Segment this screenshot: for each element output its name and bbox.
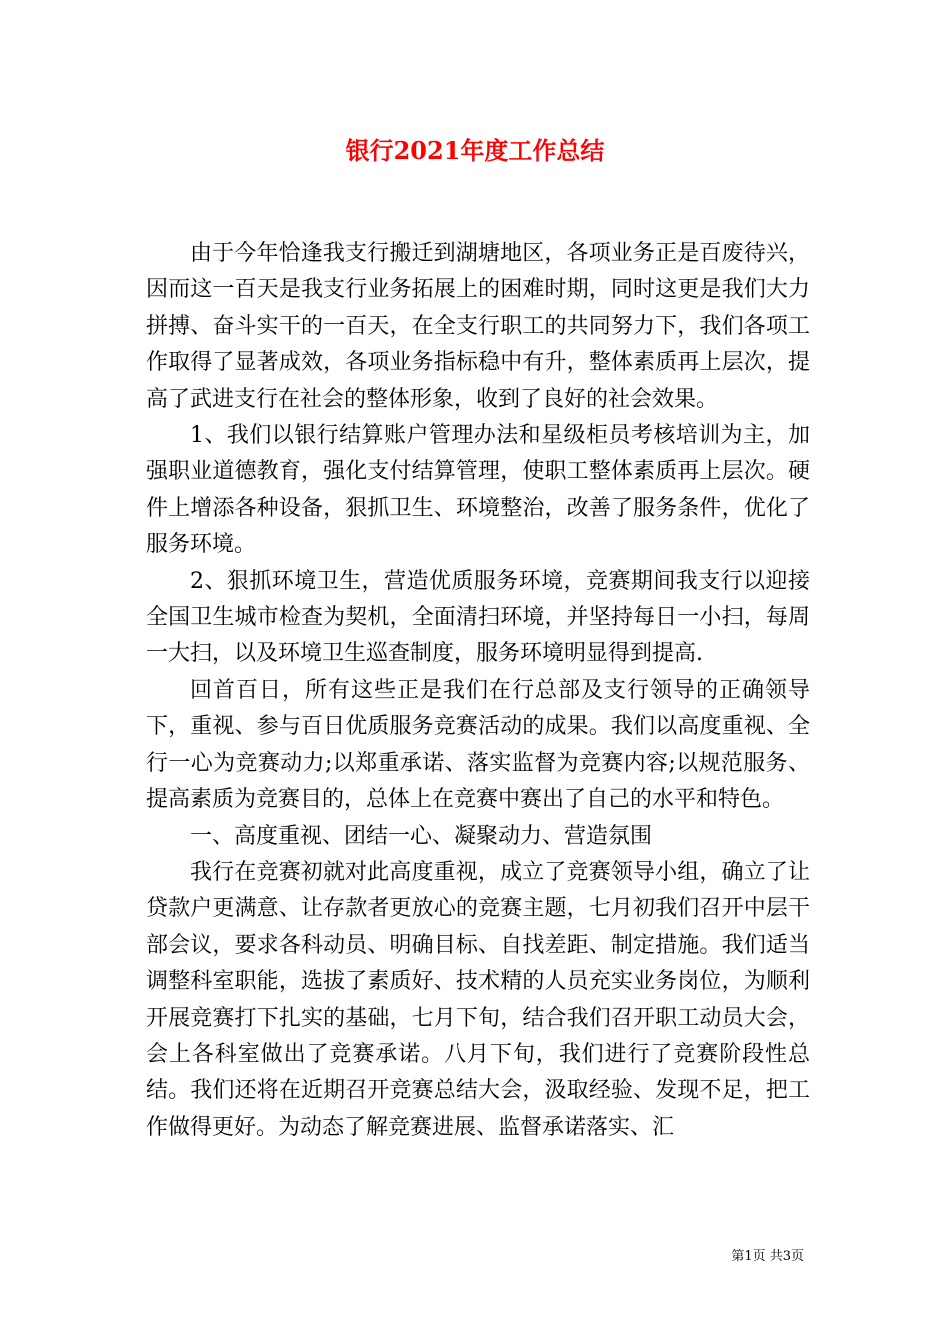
paragraph-item-1: 1、我们以银行结算账户管理办法和星级柜员考核培训为主，加强职业道德教育，强化支付结算管理，使职工整体素质再上层次。硬件上增添各种设备，狠抓卫生、环境整治，改善了服务条件，优化了服务环境。 [146,423,810,558]
paragraph-intro: 由于今年恰逢我支行搬迁到湖塘地区，各项业务正是百废待兴，因而这一百天是我支行业务拓展上的困难时期，同时这更是我们大力拼搏、奋斗实干的一百天，在全支行职工的共同努力下，我们各项工作取得了显著成效，各项业务指标稳中有升，整体素质再上层次，提高了武进支行在社会的整体形象，收到了良好的社会效果。 [146,241,810,412]
section-heading-1: 一、高度重视、团结一心、凝聚动力、营造氛围 [190,823,653,849]
paragraph-review: 回首百日，所有这些正是我们在行总部及支行领导的正确领导下，重视、参与百日优质服务竞赛活动的成果。我们以高度重视、全行一心为竞赛动力;以郑重承诺、落实监督为竞赛内容;以规范服务、提高素质为竞赛目的，总体上在竞赛中赛出了自己的水平和特色。 [146,677,810,813]
paragraph-item-2: 2、狠抓环境卫生，营造优质服务环境，竞赛期间我支行以迎接全国卫生城市检查为契机，全面清扫环境，并坚持每日一小扫，每周一大扫，以及环境卫生巡查制度，服务环境明显得到提高. [146,568,810,667]
document-title: 银行2021年度工作总结 [345,136,605,165]
document-body [146,236,810,1146]
paragraph-section-1: 我行在竞赛初就对此高度重视，成立了竞赛领导小组，确立了让贷款户更满意、让存款者更放心的竞赛主题，七月初我们召开中层干部会议，要求各科动员、明确目标、自找差距、制定措施。我们适当调整科室职能，选拔了素质好、技术精的人员充实业务岗位，为顺利开展竞赛打下扎实的基础，七月下旬，结合我们召开职工动员大会，会上各科室做出了竞赛承诺。八月下旬，我们进行了竞赛阶段性总结。我们还将在近期召开竞赛总结大会，汲取经验、发现不足，把工作做得更好。为动态了解竞赛进展、监督承诺落实、汇 [146,859,810,1140]
page-number-footer: 第1页 共3页 [731,1249,804,1264]
